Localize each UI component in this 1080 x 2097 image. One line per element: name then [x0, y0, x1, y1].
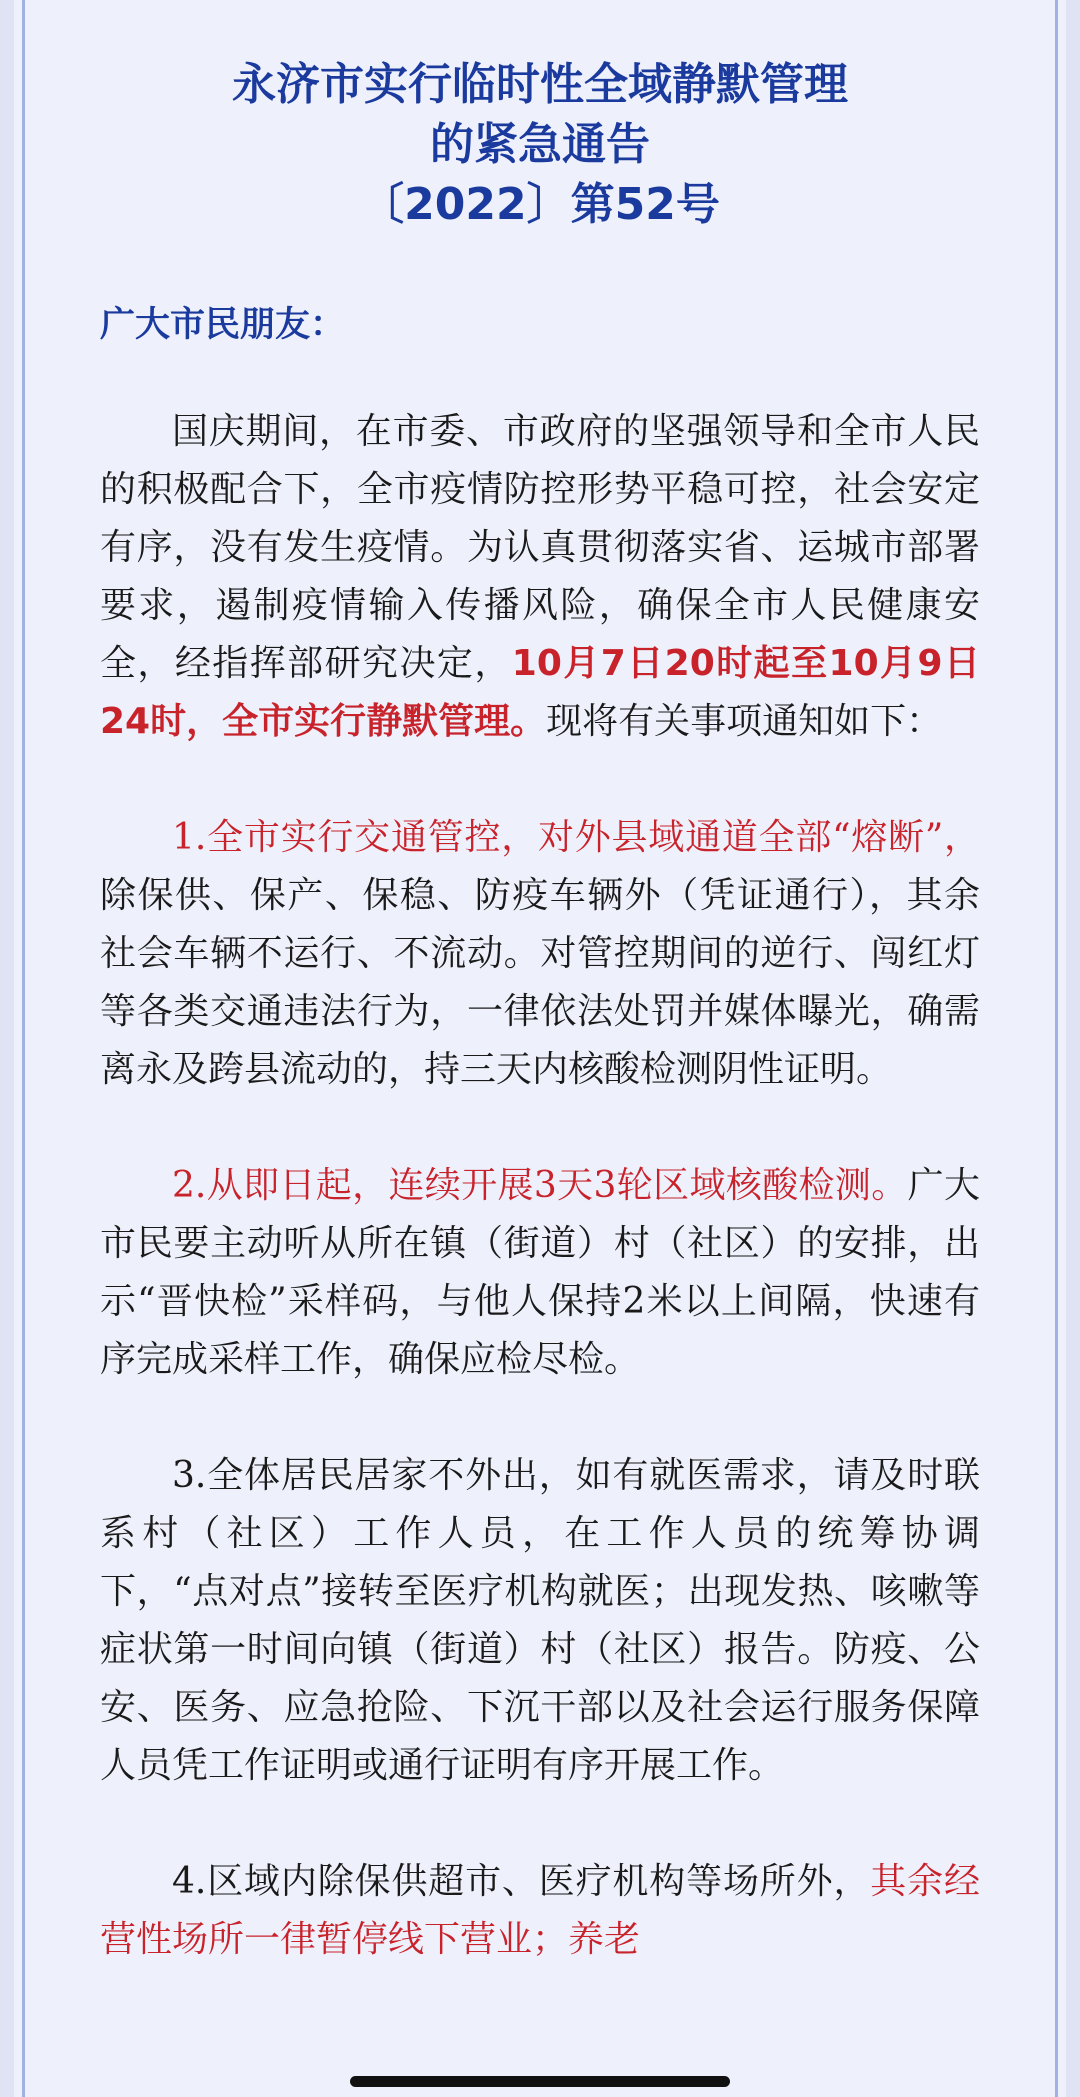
salutation: 广大市民朋友：: [100, 305, 346, 345]
intro-text: 国庆期间，在市委、市政府的坚强领导和全市人民的积极配合下，全市疫情防控形势平稳可控，社会安定有序，没有发生疫情。为认真贯彻落实省、运城市部署要求，遏制疫情输入传播风险，确保全市人民健康安全，经指挥部研究决定，: [100, 411, 980, 684]
item-highlight: 全市实行交通管控，对外县域通道全部“熔断”，: [206, 817, 980, 858]
intro-text-after: 现将有关事项通知如下：: [546, 701, 943, 742]
item-text: 全体居民居家不外出，如有就医需求，请及时联系村（社区）工作人员，在工作人员的统筹协调下，“点对点”接转至医疗机构就医；出现发热、咳嗽等症状第一时间向镇（街道）村（社区）报告。防疫、公安、医务、应急抢险、下沉干部以及社会运行服务保障人员凭工作证明或通行证明有序开展工作。: [100, 1455, 980, 1786]
item-text: 除保供、保产、保稳、防疫车辆外（凭证通行），其余社会车辆不运行、不流动。对管控期间的逆行、闯红灯等各类交通违法行为，一律依法处罚并媒体曝光，确需离永及跨县流动的，持三天内核酸检测阴性证明。: [100, 875, 980, 1090]
document-number: 〔2022〕第52号: [360, 179, 720, 230]
intro-paragraph: [100, 403, 980, 751]
home-indicator[interactable]: [350, 2076, 730, 2087]
item-1: [100, 809, 980, 1099]
item-4: [100, 1853, 980, 1969]
notice-document: [100, 55, 980, 1969]
item-number: 2.: [172, 1165, 207, 1206]
item-number: 1.: [172, 817, 207, 858]
item-2: [100, 1157, 980, 1389]
title-line-1: 永济市实行临时性全域静默管理: [232, 59, 848, 110]
item-text: 广大市民要主动听从所在镇（街道）村（社区）的安排，出示“晋快检”采样码，与他人保持2米以上间隔，快速有序完成采样工作，确保应检尽检。: [100, 1165, 980, 1380]
left-border-line: [22, 0, 25, 2097]
title-line-2: 的紧急通告: [430, 119, 650, 170]
intro-highlight: 10月7日20时起至10月9日24时，全市实行静默管理。: [100, 643, 980, 742]
item-3: [100, 1447, 980, 1795]
item-number: 4.: [172, 1861, 207, 1902]
item-text: 区域内除保供超市、医疗机构等场所外，: [206, 1861, 871, 1902]
right-border-line: [1055, 0, 1058, 2097]
item-highlight: 从即日起，连续开展3天3轮区域核酸检测。: [206, 1165, 908, 1206]
item-highlight: 其余经营性场所一律暂停线下营业；养老: [100, 1861, 980, 1960]
item-number: 3.: [172, 1455, 207, 1496]
notice-title: [100, 55, 980, 235]
